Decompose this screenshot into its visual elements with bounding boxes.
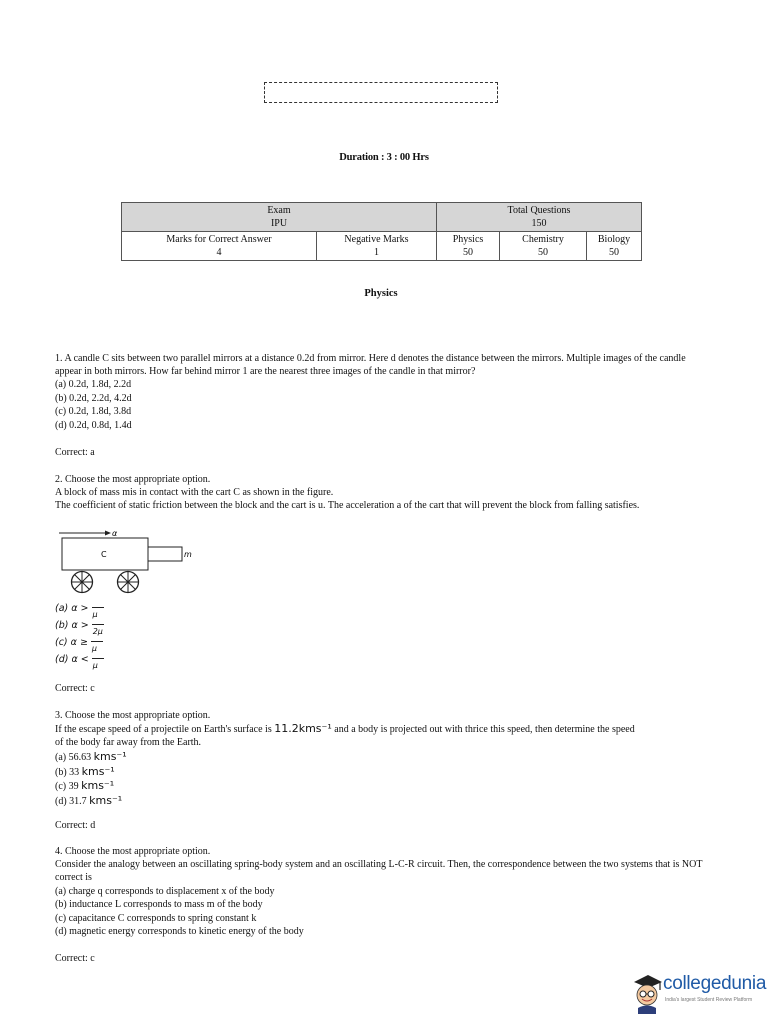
alpha-label: α [112,529,118,538]
fraction: μ [92,654,104,666]
q2-correct-answer: Correct: c [55,683,95,694]
q4-option-a: (a) charge q corresponds to displacement x of the body [55,886,275,897]
chemistry-count-cell: Chemistry 50 [500,232,587,261]
fraction: μ [92,603,104,615]
q1-option-d: (d) 0.2d, 0.8d, 1.4d [55,420,132,431]
block-mass [148,547,182,561]
q1-option-a: (a) 0.2d, 1.8d, 2.2d [55,379,132,390]
marks-correct-cell: Marks for Correct Answer 4 [122,232,317,261]
q1-option-b: (b) 0.2d, 2.2d, 4.2d [55,393,132,404]
q3-option-b: (b) 33 kms⁻¹ [55,765,115,778]
table-row [122,203,642,232]
left-wheel [72,572,93,593]
q4-option-b: (b) inductance L corresponds to mass m of the body [55,899,263,910]
q4-correct-answer: Correct: c [55,953,95,964]
question-3-prompt: 3. Choose the most appropriate option. [55,710,211,721]
logo-wordmark: collegedunia [663,973,767,994]
acceleration-arrowhead [105,531,111,536]
student-mascot-icon [630,970,664,1014]
fraction: μ [91,637,103,649]
physics-count-cell: Physics 50 [437,232,500,261]
section-title: Physics [364,288,398,299]
q4-option-d: (d) magnetic energy corresponds to kinetic energy of the body [55,926,304,937]
cart-diagram [55,528,205,596]
negative-marks-cell: Negative Marks 1 [317,232,437,261]
duration-label: Duration : 3 : 00 Hrs [339,152,429,163]
q2-option-d: (d) α < μ [55,653,104,666]
exam-cell: Exam IPU [122,203,437,232]
exam-info-table [121,202,642,261]
q1-correct-answer: Correct: a [55,447,95,458]
question-3-text-1: If the escape speed of a projectile on Earth's surface is 11.2kms⁻¹ and a body is projected out with thrice this speed, then determine the speed [55,722,635,735]
question-2-text-1: A block of mass mis in contact with the cart C as shown in the figure. [55,487,334,498]
q3-correct-answer: Correct: d [55,820,96,831]
q2-option-a: (a) α > μ [55,602,104,615]
q1-option-c: (c) 0.2d, 1.8d, 3.8d [55,406,132,417]
question-2-prompt: 2. Choose the most appropriate option. [55,474,211,485]
total-questions-cell: Total Questions 150 [437,203,642,232]
q2-option-c: (c) α ≥ μ [55,636,103,649]
cart-label: C [101,550,107,559]
placeholder-title-box [264,82,498,103]
q3-option-c: (c) 39 kms⁻¹ [55,779,115,792]
question-1-text: 1. A candle C sits between two parallel mirrors at a distance 0.2d from mirror. Here d denotes the distance between the mirrors. Multiple images of the candle appear in both mirrors. How far behind mirror 1 are the nearest three images of the candle in that mirror? [55,353,686,377]
table-row [122,232,642,261]
question-3-text-2: of the body far away from the Earth. [55,737,202,748]
logo-tagline: India's largest Student Review Platform [665,997,753,1003]
q4-option-c: (c) capacitance C corresponds to spring constant k [55,913,257,924]
question-4-prompt: 4. Choose the most appropriate option. [55,846,211,857]
q3-option-a: (a) 56.63 kms⁻¹ [55,750,127,763]
cart-block-figure [55,528,205,596]
q2-option-b: (b) α > 2μ [55,620,103,636]
question-2-text-2: The coefficient of static friction between the block and the cart is u. The acceleration a of the cart that will prevent the block from falling satisfies. [55,500,640,511]
collegedunia-logo[interactable] [630,970,766,1020]
biology-count-cell: Biology 50 [587,232,642,261]
mass-label: m [184,550,192,559]
question-4-text: Consider the analogy between an oscillating spring-body system and an oscillating L-C-R circuit. Then, the correspondence between the two systems that is NOT correct is [55,859,703,883]
q3-option-d: (d) 31.7 kms⁻¹ [55,794,123,807]
right-wheel [118,572,139,593]
fraction: 2μ [92,620,104,632]
